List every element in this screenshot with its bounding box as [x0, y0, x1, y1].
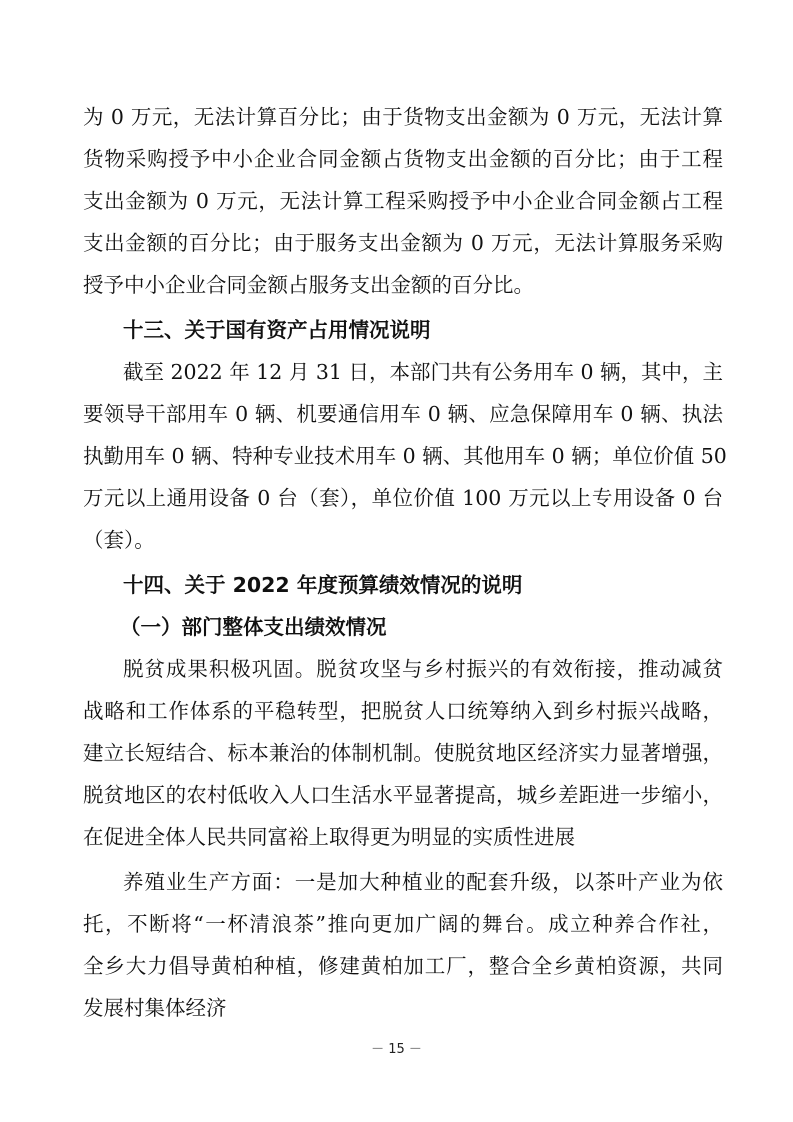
para2-line-5: （套）。	[83, 528, 155, 552]
para1-line-2: 货物采购授予中小企业合同金额占货物支出金额的百分比；由于工程	[83, 147, 723, 171]
para1-line-1: 为 0 万元，无法计算百分比；由于货物支出金额为 0 万元，无法计算	[83, 105, 723, 129]
para1-line-4: 支出金额的百分比；由于服务支出金额为 0 万元，无法计算服务采购	[83, 231, 723, 255]
para3-line-1: 脱贫成果积极巩固。脱贫攻坚与乡村振兴的有效衔接，推动减贫	[123, 657, 723, 681]
para4-line-3: 全乡大力倡导黄柏种植，修建黄柏加工厂，整合全乡黄柏资源，共同	[83, 954, 723, 978]
section-heading-14: 十四、关于 2022 年度预算绩效情况的说明	[123, 573, 523, 597]
para2-line-2: 要领导干部用车 0 辆、机要通信用车 0 辆、应急保障用车 0 辆、执法	[83, 402, 723, 426]
para2-line-4: 万元以上通用设备 0 台（套），单位价值 100 万元以上专用设备 0 台	[83, 486, 723, 510]
para3-line-5: 在促进全体人民共同富裕上取得更为明显的实质性进展	[83, 825, 575, 849]
para1-line-3: 支出金额为 0 万元，无法计算工程采购授予中小企业合同金额占工程	[83, 189, 723, 213]
page-number: － 15 －	[371, 1042, 422, 1057]
para4-line-2: 托，不断将“一杯清浪茶”推向更加广阔的舞台。成立种养合作社，	[83, 912, 723, 936]
para2-line-3: 执勤用车 0 辆、特种专业技术用车 0 辆、其他用车 0 辆；单位价值 50	[83, 444, 727, 468]
para2-line-1: 截至 2022 年 12 月 31 日，本部门共有公务用车 0 辆，其中，主	[123, 360, 724, 384]
section-heading-13: 十三、关于国有资产占用情况说明	[123, 318, 431, 342]
subsection-heading-1: （一）部门整体支出绩效情况	[120, 615, 387, 639]
para4-line-4: 发展村集体经济	[83, 996, 227, 1020]
para3-line-4: 脱贫地区的农村低收入人口生活水平显著提高，城乡差距进一步缩小，	[83, 783, 723, 807]
para3-line-2: 战略和工作体系的平稳转型，把脱贫人口统筹纳入到乡村振兴战略，	[83, 699, 723, 723]
para4-line-1: 养殖业生产方面：一是加大种植业的配套升级，以茶叶产业为依	[123, 870, 723, 894]
para3-line-3: 建立长短结合、标本兼治的体制机制。使脱贫地区经济实力显著增强，	[83, 741, 723, 765]
para1-line-5: 授予中小企业合同金额占服务支出金额的百分比。	[83, 273, 534, 297]
